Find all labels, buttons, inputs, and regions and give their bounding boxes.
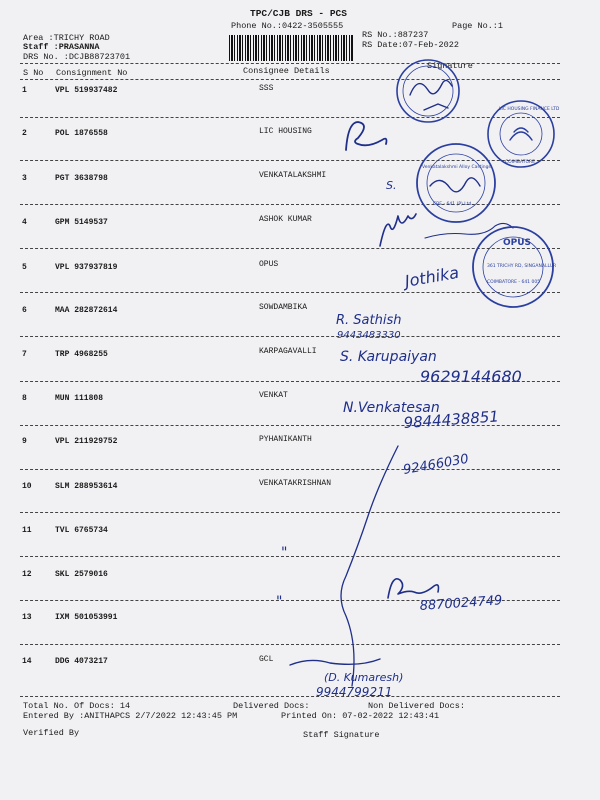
ditto-mark: " <box>276 594 283 610</box>
handwriting-row6-phone: 9443483330 <box>337 330 401 341</box>
lic-stamp-inner <box>500 113 542 155</box>
non-delivered-docs: Non Delivered Docs: <box>368 701 465 711</box>
page-number: Page No.:1 <box>452 21 504 31</box>
delivered-docs: Delivered Docs: <box>233 701 310 711</box>
signature-row1 <box>410 80 452 95</box>
signature-row1-tail <box>424 104 448 110</box>
consignment-number: DDG 4073217 <box>55 657 108 666</box>
consignment-number: VPL 519937482 <box>55 86 118 95</box>
consignee-name: VENKAT <box>259 391 288 400</box>
handwriting-row3: S. <box>386 179 397 192</box>
drs-number: DRS No. :DCJB88723701 <box>23 52 131 62</box>
alloy-stamp-text: Venkatalakshmi Alloy Castings <box>422 165 491 170</box>
rs-date: RS Date:07-Feb-2022 <box>362 40 459 50</box>
opus-stamp-city: COIMBATORE - 641 005 <box>487 280 541 285</box>
staff-label: Staff :PRASANNA <box>23 42 100 52</box>
handwriting-row6-name: R. Sathish <box>336 313 402 328</box>
consignment-number: GPM 5149537 <box>55 218 108 227</box>
consignee-name: SOWDAMBIKA <box>259 303 308 312</box>
handwriting-row7-phone: 9629144680 <box>420 367 522 386</box>
consignment-number: SKL 2579016 <box>55 570 108 579</box>
consignee-name: LIC HOUSING <box>259 127 312 136</box>
consignee-name: VENKATAKRISHNAN <box>259 479 332 488</box>
signature-row3-scribble <box>430 178 480 192</box>
alloy-stamp-sub: CBE - 641 (P) Ltd <box>433 202 472 207</box>
lic-stamp-city: COIMBATORE <box>505 160 535 165</box>
handwriting-row8-name: N.Venkatesan <box>343 400 440 416</box>
consignee-name: PYHANIKANTH <box>259 435 312 444</box>
row-number: 3 <box>22 174 27 183</box>
consignment-number: MAA 282872614 <box>55 306 118 315</box>
row-number: 12 <box>22 570 32 579</box>
phone-number: Phone No.:0422-3505555 <box>231 21 344 31</box>
row-number: 13 <box>22 613 32 622</box>
area-label: Area :TRICHY ROAD <box>23 33 110 43</box>
staff-signature-label: Staff Signature <box>303 730 380 740</box>
total-docs: Total No. Of Docs: 14 <box>23 701 131 711</box>
handwriting-row8-phone: 9844438851 <box>403 407 500 432</box>
consignee-name: KARPAGAVALLI <box>259 347 317 356</box>
row-number: 8 <box>22 394 27 403</box>
consignment-number: PGT 3638798 <box>55 174 108 183</box>
col-signature: Signature <box>427 61 473 71</box>
row-number: 11 <box>22 526 32 535</box>
signature-row2 <box>346 122 387 150</box>
handwriting-row12-phone: 8870024749 <box>419 593 503 614</box>
handwriting-row5: Jothika <box>403 262 461 291</box>
signature-row4 <box>380 214 416 246</box>
opus-stamp-address: 361 TRICHY RD, SINGANALLUR <box>487 264 557 269</box>
row-number: 6 <box>22 306 27 315</box>
consignee-name: SSS <box>259 84 274 93</box>
handwriting-row14-name: (D. Kumaresh) <box>324 671 404 684</box>
row-number: 7 <box>22 350 27 359</box>
consignment-number: VPL 211929752 <box>55 437 118 446</box>
consignment-number: SLM 288953614 <box>55 482 118 491</box>
verified-by: Verified By <box>23 728 80 738</box>
row-number: 4 <box>22 218 27 227</box>
signature-row4-tail <box>425 223 513 238</box>
handwriting-row7-name: S. Karupaiyan <box>340 349 437 365</box>
document-title: TPC/CJB DRS - PCS <box>250 8 347 19</box>
row-number: 1 <box>22 86 27 95</box>
consignee-name: ASHOK KUMAR <box>259 215 312 224</box>
handwriting-row14-phone: 9944799211 <box>316 685 393 699</box>
signature-row14 <box>290 659 380 665</box>
col-consignee: Consignee Details <box>243 66 330 76</box>
consignee-name: OPUS <box>259 260 279 269</box>
consignee-name: VENKATALAKSHMI <box>259 171 327 180</box>
opus-stamp-title: OPUS <box>503 238 532 248</box>
consignment-number: MUN 111808 <box>55 394 104 403</box>
consignment-number: TVL 6765734 <box>55 526 108 535</box>
consignment-number: VPL 937937819 <box>55 263 118 272</box>
ditto-mark: " <box>281 545 288 561</box>
col-consignment: Consignment No <box>56 68 128 78</box>
consignee-name: GCL <box>259 655 274 664</box>
row-number: 5 <box>22 263 27 272</box>
printed-on: Printed On: 07-02-2022 12:43:41 <box>281 711 440 721</box>
consignment-number: TRP 4968255 <box>55 350 108 359</box>
entered-by: Entered By :ANITHAPCS 2/7/2022 12:43:45 PM <box>23 711 238 721</box>
col-sno: S No <box>23 68 44 78</box>
alloy-stamp <box>417 144 495 222</box>
rs-number: RS No.:887237 <box>362 30 429 40</box>
row-number: 2 <box>22 129 27 138</box>
row-number: 10 <box>22 482 32 491</box>
handwriting-row9-phone: 92466030 <box>402 451 470 478</box>
row-number: 9 <box>22 437 27 446</box>
lic-logo-icon <box>510 128 532 140</box>
lic-stamp-text: LIC HOUSING FINANCE LTD <box>499 107 560 112</box>
signature-row12 <box>388 579 439 598</box>
row-number: 14 <box>22 657 32 666</box>
consignment-number: POL 1876558 <box>55 129 108 138</box>
pen-stroke <box>341 446 398 686</box>
consignment-number: IXM 501053991 <box>55 613 118 622</box>
